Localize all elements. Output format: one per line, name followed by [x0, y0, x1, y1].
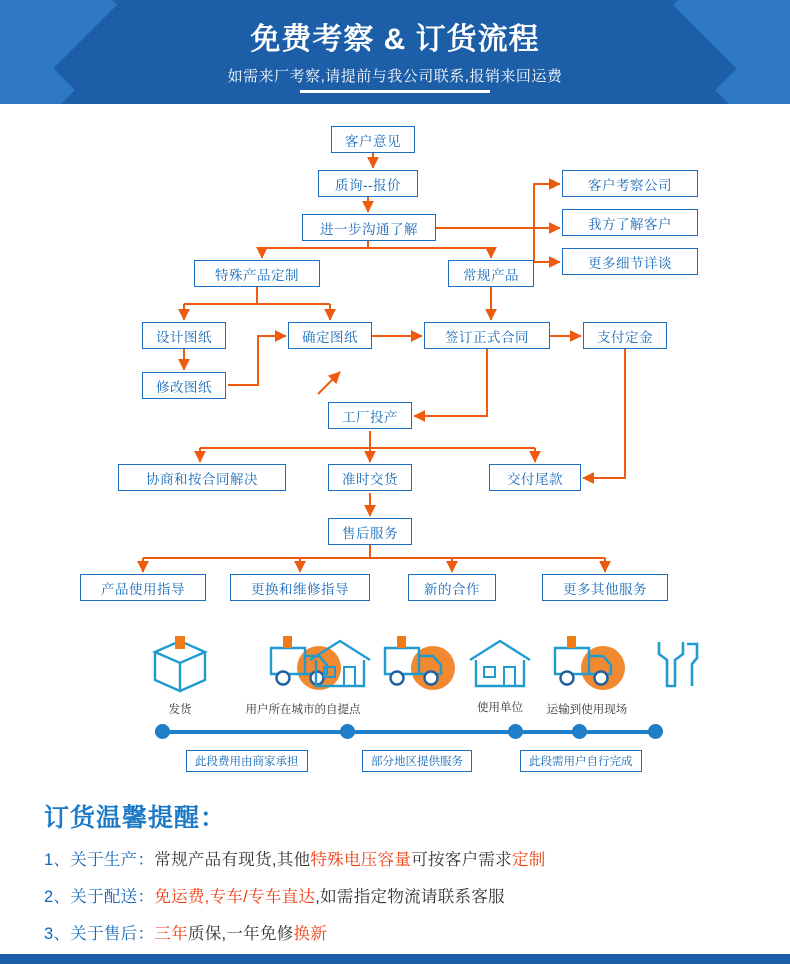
timeline-segment-text: 此段费用由商家承担: [195, 756, 299, 768]
flow-node-label: 我方了解客户: [588, 216, 672, 232]
flow-node-usage-guidance[interactable]: [80, 574, 206, 601]
order-flow-chart: [0, 104, 790, 624]
flow-node-factory-production[interactable]: [328, 402, 412, 429]
flow-node-more-details[interactable]: [562, 248, 698, 275]
timeline-dot-4: [572, 724, 587, 739]
delivery-truck-icon: [377, 634, 457, 696]
flow-node-replace-repair-guidance[interactable]: [230, 574, 370, 601]
order-notes-section: [0, 784, 790, 944]
timeline-dot-5: [648, 724, 663, 739]
flow-node-label: 协商和按合同解决: [146, 471, 258, 487]
flow-node-customer-opinion[interactable]: [331, 126, 415, 153]
page-header: [0, 0, 790, 104]
house-icon: [464, 636, 536, 694]
flow-node-new-cooperation[interactable]: [408, 574, 496, 601]
note-part-highlight: 定制: [512, 851, 546, 869]
timeline-segment-text: 此段需用户自行完成: [529, 756, 633, 768]
flow-node-after-sales[interactable]: [328, 518, 412, 545]
note-part-highlight: 三年: [154, 925, 188, 943]
delivery-step-caption: 用户所在城市的自提点: [245, 704, 361, 716]
flow-node-pay-balance[interactable]: [489, 464, 581, 491]
delivery-step-caption: 运输到使用现场: [546, 704, 628, 716]
delivery-step-caption: 使用单位: [477, 702, 523, 714]
note-part-highlight: 换新: [293, 925, 328, 943]
flow-node-label: 准时交货: [342, 471, 398, 487]
package-box-icon: [147, 634, 213, 696]
timeline-dot-3: [508, 724, 523, 739]
flow-node-revise-drawing[interactable]: [142, 372, 226, 399]
flow-node-pay-deposit[interactable]: [583, 322, 667, 349]
delivery-step-caption: 发货: [168, 704, 192, 716]
flow-node-label: 确定图纸: [302, 329, 358, 345]
delivery-step-truck-2: [375, 634, 459, 701]
timeline-segment-text: 部分地区提供服务: [371, 756, 463, 768]
note-part: 可按客户需求: [411, 851, 512, 869]
note-row-delivery: [44, 883, 790, 907]
delivery-step-house-1: [300, 636, 380, 699]
note-row-after-sales: [44, 920, 790, 944]
flow-node-label: 产品使用指导: [101, 581, 185, 597]
timeline-segment-label-1: [186, 750, 308, 772]
delivery-step-installation: [640, 638, 710, 699]
delivery-step-shipment: [140, 634, 220, 717]
note-part: ,如需指定物流请联系客服: [315, 888, 505, 906]
flow-node-custom-product[interactable]: [194, 260, 320, 287]
flow-node-label: 进一步沟通了解: [320, 221, 418, 237]
flow-node-negotiate-per-contract[interactable]: [118, 464, 286, 491]
flow-node-inquiry-quote[interactable]: [318, 170, 418, 197]
house-icon: [304, 636, 376, 694]
flow-node-label: 更换和维修指导: [251, 581, 349, 597]
footer-bar: [0, 954, 790, 964]
flow-node-label: 新的合作: [424, 581, 480, 597]
flow-node-more-other-services[interactable]: [542, 574, 668, 601]
note-part: 常规产品有现货,其他: [154, 851, 311, 869]
page-subtitle-text: 如需来厂考察,请提前与我公司联系,报销来回运费: [227, 67, 563, 85]
timeline-dot-1: [155, 724, 170, 739]
flow-node-label: 签订正式合同: [445, 329, 529, 345]
flow-node-customer-visit-company[interactable]: [562, 170, 698, 197]
flow-node-label: 客户意见: [345, 133, 401, 149]
page-subtitle: [228, 65, 563, 86]
note-part: 质保,一年免修: [187, 925, 294, 943]
page-title: 免费考察 & 订货流程: [250, 22, 540, 56]
flow-node-label: 质询--报价: [335, 177, 401, 193]
timeline-dot-2: [340, 724, 355, 739]
flow-node-we-know-customer[interactable]: [562, 209, 698, 236]
note-number: 2、: [44, 888, 71, 906]
note-number: 1、: [44, 851, 71, 869]
delivery-step-transport-to-site: [532, 634, 642, 717]
delivery-truck-icon: [547, 634, 627, 696]
subtitle-underline: [300, 90, 490, 93]
flow-node-label: 更多其他服务: [563, 581, 647, 597]
note-label: 关于配送：: [70, 888, 155, 906]
flow-node-label: 特殊产品定制: [215, 267, 299, 283]
flow-node-confirm-drawing[interactable]: [288, 322, 372, 349]
flow-node-sign-contract[interactable]: [424, 322, 550, 349]
wrench-icon: [645, 638, 705, 694]
flow-node-on-time-delivery[interactable]: [328, 464, 412, 491]
flow-node-design-drawing[interactable]: [142, 322, 226, 349]
flow-node-label: 设计图纸: [156, 329, 212, 345]
flow-node-label: 售后服务: [342, 525, 398, 541]
flow-node-label: 更多细节详谈: [588, 255, 672, 271]
timeline-segment-label-3: [520, 750, 642, 772]
flow-node-further-communication[interactable]: [302, 214, 436, 241]
note-part-highlight: 特殊电压容量: [310, 851, 412, 869]
flow-node-label: 客户考察公司: [588, 177, 672, 193]
note-row-production: [44, 846, 790, 870]
flow-node-standard-product[interactable]: [448, 260, 534, 287]
flow-node-label: 交付尾款: [507, 471, 563, 487]
timeline-segment-label-2: [362, 750, 472, 772]
flow-node-label: 工厂投产: [342, 409, 398, 425]
notes-title: 订货温馨提醒：: [44, 804, 227, 832]
flow-node-label: 支付定金: [597, 329, 653, 345]
note-part-highlight: 免运费,专车/专车直达: [154, 888, 316, 906]
flow-node-label: 常规产品: [463, 267, 519, 283]
note-number: 3、: [44, 925, 71, 943]
flow-node-label: 修改图纸: [156, 379, 212, 395]
note-label: 关于生产：: [70, 851, 155, 869]
delivery-timeline-section: [0, 624, 790, 784]
note-label: 关于售后：: [70, 925, 155, 943]
